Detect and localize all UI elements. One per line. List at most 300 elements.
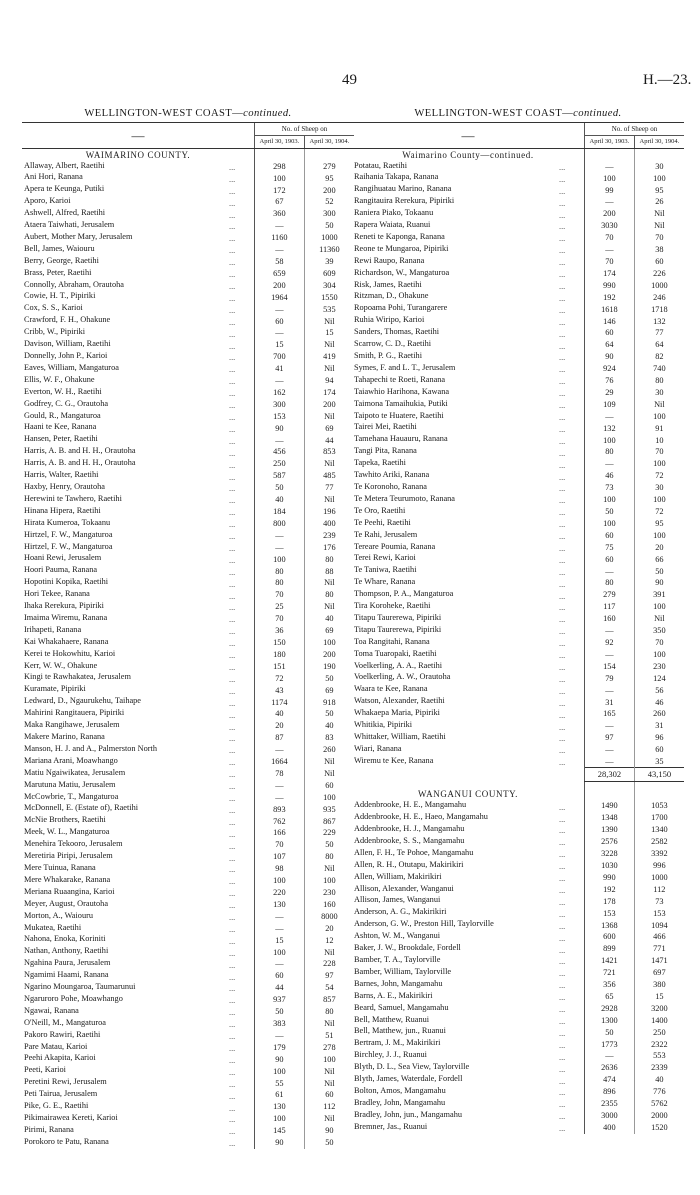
sheep-1904: 228	[304, 958, 354, 970]
owner-cell	[22, 577, 255, 589]
leader-dots: ...	[229, 972, 236, 982]
leader-dots: ...	[559, 353, 566, 363]
owner-name: Meriana Ruaangina, Karioi	[24, 886, 115, 896]
table-row	[352, 351, 684, 363]
sheep-1903: 990	[585, 872, 635, 884]
sheep-1904: Nil	[304, 363, 354, 375]
leader-dots: ...	[229, 246, 236, 256]
sheep-1903: 1964	[255, 291, 305, 303]
sheep-1904: 935	[304, 803, 354, 815]
sheep-1904: 100	[304, 792, 354, 804]
owner-cell	[22, 446, 255, 458]
sheep-1903: 153	[585, 907, 635, 919]
leader-dots: ...	[559, 651, 566, 661]
owner-cell	[352, 196, 585, 208]
table-row	[352, 1038, 684, 1050]
page-reference: H.—23.	[643, 72, 692, 88]
leader-dots: ...	[229, 270, 236, 280]
sheep-1903: 192	[585, 884, 635, 896]
owner-name: Scarrow, C. D., Raetihi	[354, 339, 432, 349]
sheep-1903: 3228	[585, 848, 635, 860]
owner-name: Ledward, D., Ngaurukehu, Taihape	[24, 696, 141, 706]
table-row	[352, 1086, 684, 1098]
owner-cell	[22, 1125, 255, 1137]
sheep-1904: 350	[634, 625, 684, 637]
owner-cell	[352, 1098, 585, 1110]
owner-name: McCowbrie, T., Mangaturoa	[24, 791, 119, 801]
sheep-1903: 100	[255, 1113, 305, 1125]
column-title-continued: continued.	[573, 108, 622, 119]
section-heading-row	[352, 148, 684, 161]
leader-dots: ...	[559, 341, 566, 351]
owner-cell	[352, 244, 585, 256]
sheep-1904: 1053	[634, 800, 684, 812]
section-heading-row	[22, 148, 354, 161]
owner-cell	[352, 800, 585, 812]
owner-cell	[22, 899, 255, 911]
table-row	[352, 542, 684, 554]
sheep-1903: —	[585, 244, 635, 256]
sheep-1904: 124	[634, 672, 684, 684]
owner-name: Te Koronoho, Ranana	[354, 481, 427, 491]
table-row	[352, 220, 684, 232]
sheep-1903: 132	[585, 422, 635, 434]
owner-cell	[22, 946, 255, 958]
owner-name: Peretini Rewi, Jerusalem	[24, 1077, 107, 1087]
sheep-1904: 112	[634, 884, 684, 896]
sheep-1904: 100	[634, 458, 684, 470]
owner-cell	[352, 812, 585, 824]
owner-name: Terei Rewi, Karioi	[354, 553, 416, 563]
sheep-1903: 1160	[255, 232, 305, 244]
owner-name: Herewini te Tawhero, Raetihi	[24, 493, 122, 503]
sheep-1904: 91	[634, 422, 684, 434]
leader-dots: ...	[229, 591, 236, 601]
sheep-1903: 153	[255, 411, 305, 423]
leader-dots: ...	[229, 960, 236, 970]
table-row	[352, 172, 684, 184]
table-header-row	[22, 123, 354, 136]
sheep-1904: 2582	[634, 836, 684, 848]
leader-dots: ...	[559, 909, 566, 919]
owner-cell	[352, 895, 585, 907]
sheep-1903: —	[255, 530, 305, 542]
sheep-1903: 356	[585, 979, 635, 991]
owner-cell	[22, 625, 255, 637]
owner-cell	[22, 256, 255, 268]
sheep-1903: 79	[585, 672, 635, 684]
table-row	[352, 943, 684, 955]
table-row	[22, 958, 354, 970]
leader-dots: ...	[229, 1127, 236, 1137]
leader-dots: ...	[229, 1055, 236, 1065]
left-column	[22, 106, 354, 1149]
table-row	[352, 256, 684, 268]
leader-dots: ...	[559, 826, 566, 836]
sheep-1904: 69	[304, 422, 354, 434]
owner-name: Hoori Pauma, Ranana	[24, 565, 98, 575]
sheep-1904: 1471	[634, 955, 684, 967]
owner-cell	[22, 172, 255, 184]
owner-name: Te Whare, Ranana	[354, 577, 416, 587]
leader-dots: ...	[559, 615, 566, 625]
sheep-1903: —	[255, 542, 305, 554]
owner-cell	[352, 991, 585, 1003]
owner-cell	[22, 399, 255, 411]
sheep-1904: 30	[634, 482, 684, 494]
section-spacer	[585, 788, 635, 800]
owner-name: Godfrey, C. G., Orautoha	[24, 398, 109, 408]
leader-dots: ...	[229, 841, 236, 851]
leader-dots: ...	[229, 936, 236, 946]
sheep-1903: 180	[255, 649, 305, 661]
owner-cell	[352, 577, 585, 589]
table-row	[352, 720, 684, 732]
table-row	[352, 708, 684, 720]
owner-cell	[22, 1042, 255, 1054]
owner-cell	[22, 232, 255, 244]
leader-dots: ...	[229, 579, 236, 589]
sheep-1904: 5762	[634, 1098, 684, 1110]
sheep-1903: —	[585, 565, 635, 577]
leader-dots: ...	[559, 472, 566, 482]
owner-name: O'Neill, M., Mangaturoa	[24, 1017, 106, 1027]
sheep-1904: 54	[304, 982, 354, 994]
sheep-1904: 15	[304, 327, 354, 339]
sheep-1903: 90	[255, 1053, 305, 1065]
owner-cell	[352, 482, 585, 494]
table-row	[352, 363, 684, 375]
owner-cell	[22, 327, 255, 339]
owner-cell	[352, 625, 585, 637]
owner-name: Tahapechi te Roeti, Ranana	[354, 374, 446, 384]
owner-name: Bremner, Jas., Ruanui	[354, 1121, 428, 1131]
sheep-1904: 10	[634, 434, 684, 446]
leader-dots: ...	[559, 710, 566, 720]
owner-cell	[22, 815, 255, 827]
owner-cell	[352, 1074, 585, 1086]
table-row	[22, 184, 354, 196]
owner-cell	[352, 303, 585, 315]
table-row	[352, 824, 684, 836]
sheep-1903: 178	[585, 895, 635, 907]
sheep-1903: 893	[255, 803, 305, 815]
sheep-1903: 41	[255, 363, 305, 375]
sheep-1903: 924	[585, 363, 635, 375]
leader-dots: ...	[229, 901, 236, 911]
owner-name: Hirtzel, F. W., Mangaturoa	[24, 529, 113, 539]
leader-dots: ...	[559, 897, 566, 907]
table-row	[352, 756, 684, 768]
owner-name: Kai Whakahaere, Ranana	[24, 636, 109, 646]
sheep-1904: 69	[304, 684, 354, 696]
leader-dots: ...	[229, 377, 236, 387]
leader-dots: ...	[559, 627, 566, 637]
sheep-1904: Nil	[304, 756, 354, 768]
total-row	[352, 768, 684, 782]
table-row	[352, 458, 684, 470]
owner-cell	[352, 351, 585, 363]
sheep-1903: —	[255, 303, 305, 315]
sheep-1903: 151	[255, 661, 305, 673]
right-column	[352, 106, 684, 1134]
sheep-1903: 80	[255, 577, 305, 589]
leader-dots: ...	[559, 555, 566, 565]
sheep-1904: 40	[634, 1074, 684, 1086]
owner-name: Tamehana Hauauru, Ranana	[354, 434, 448, 444]
sheep-1904: Nil	[304, 494, 354, 506]
owner-cell	[352, 208, 585, 220]
table-row	[22, 601, 354, 613]
leader-dots: ...	[559, 1052, 566, 1062]
owner-name: Raihania Takapa, Ranana	[354, 172, 439, 182]
table-row	[352, 919, 684, 931]
owner-name: Allen, R. H., Otutapu, Makirikiri	[354, 859, 464, 869]
owner-name: Rangitauira Rerekura, Pipiriki	[354, 196, 455, 206]
section-heading-row	[352, 788, 684, 800]
sheep-count-group-header: No. of Sheep on	[255, 123, 355, 136]
owner-name: Harris, A. B. and H. H., Orautoha	[24, 458, 136, 468]
sheep-1903: 60	[255, 970, 305, 982]
owner-name: Voelkerling, A. W., Orautoha	[354, 672, 451, 682]
owner-cell	[22, 803, 255, 815]
sheep-1904: 35	[634, 756, 684, 768]
table-row	[352, 1074, 684, 1086]
owner-name: Waara te Kee, Ranana	[354, 684, 428, 694]
sheep-1904: 100	[634, 172, 684, 184]
sheep-1903: 174	[585, 268, 635, 280]
leader-dots: ...	[559, 969, 566, 979]
owner-cell	[352, 446, 585, 458]
sheep-1904: 112	[304, 1101, 354, 1113]
sheep-1904: 260	[634, 708, 684, 720]
owner-cell	[352, 518, 585, 530]
sheep-1904: 776	[634, 1086, 684, 1098]
table-row	[22, 982, 354, 994]
leader-dots: ...	[559, 401, 566, 411]
table-row	[22, 887, 354, 899]
owner-cell	[352, 434, 585, 446]
owner-cell	[352, 744, 585, 756]
owner-cell	[22, 649, 255, 661]
owner-name: Taipoto te Huatere, Raetihi	[354, 410, 444, 420]
owner-cell	[22, 470, 255, 482]
owner-name: Bolton, Amos, Mangamahu	[354, 1085, 446, 1095]
table-row	[352, 422, 684, 434]
sheep-1904: 12	[304, 934, 354, 946]
table-row	[352, 613, 684, 625]
sheep-1904: 50	[304, 672, 354, 684]
owner-name: Tangi Pita, Ranana	[354, 446, 417, 456]
table-row	[352, 470, 684, 482]
sheep-1903: 160	[585, 613, 635, 625]
sheep-1904: 153	[634, 907, 684, 919]
leader-dots: ...	[559, 258, 566, 268]
sheep-1903: 456	[255, 446, 305, 458]
sheep-returns-table	[22, 122, 354, 1149]
owner-name: Whittaker, William, Raetihi	[354, 732, 446, 741]
leader-dots: ...	[559, 814, 566, 824]
sheep-1903: 100	[255, 553, 305, 565]
table-row	[352, 601, 684, 613]
owner-name: Meretiria Piripi, Jerusalem	[24, 851, 113, 861]
sheep-1903: —	[585, 744, 635, 756]
leader-dots: ...	[229, 234, 236, 244]
sheep-1904: 176	[304, 542, 354, 554]
owner-name: Anderson, G. W., Preston Hill, Taylorville	[354, 919, 494, 929]
leader-dots: ...	[559, 305, 566, 315]
owner-name: Allaway, Albert, Raetihi	[24, 160, 105, 170]
sheep-1903: 383	[255, 1018, 305, 1030]
sheep-1904: 80	[304, 553, 354, 565]
sheep-1903: 92	[585, 637, 635, 649]
sheep-1904: 11360	[304, 244, 354, 256]
owner-cell	[352, 458, 585, 470]
leader-dots: ...	[229, 829, 236, 839]
owner-name: Toma Tuaropaki, Raetihi	[354, 648, 437, 658]
owner-cell	[22, 1137, 255, 1149]
owner-cell	[352, 280, 585, 292]
table-row	[352, 291, 684, 303]
sheep-1903: 87	[255, 732, 305, 744]
leader-dots: ...	[559, 802, 566, 812]
sheep-1904: 50	[304, 839, 354, 851]
owner-cell	[352, 1003, 585, 1015]
owner-cell	[352, 1110, 585, 1122]
sheep-1904: 60	[304, 1089, 354, 1101]
owner-name: Peti Tairua, Jerusalem	[24, 1089, 98, 1099]
leader-dots: ...	[559, 520, 566, 530]
owner-cell	[22, 1101, 255, 1113]
sheep-1904: 485	[304, 470, 354, 482]
owner-name: Marutuna Matiu, Jerusalem	[24, 779, 116, 789]
sheep-1903: 98	[255, 863, 305, 875]
owner-name: Barns, A. E., Makirikiri	[354, 990, 433, 1000]
owner-name: Bradley, John, jun., Mangamahu	[354, 1109, 462, 1119]
owner-name: Whakaepa Maria, Pipiriki	[354, 708, 440, 718]
owner-cell	[22, 601, 255, 613]
leader-dots: ...	[559, 1124, 566, 1134]
sheep-1903: —	[255, 911, 305, 923]
owner-cell	[22, 268, 255, 280]
table-row	[22, 530, 354, 542]
table-row	[22, 863, 354, 875]
owner-name: Rangihuatau Marino, Ranana	[354, 184, 452, 194]
sheep-1903: 50	[255, 1006, 305, 1018]
owner-name: Tira Koroheke, Raetihi	[354, 601, 431, 611]
owner-name: Kerr, W. W., Ohakune	[24, 660, 98, 670]
sheep-1903: 70	[255, 589, 305, 601]
sheep-1904: 100	[634, 494, 684, 506]
owner-name: Eaves, William, Mangaturoa	[24, 362, 119, 372]
owner-cell	[352, 494, 585, 506]
owner-cell	[352, 1038, 585, 1050]
sheep-1903: —	[585, 684, 635, 696]
section-heading: WAIMARINO COUNTY.	[85, 149, 191, 160]
sheep-1903: 130	[255, 899, 305, 911]
owner-name: Te Metera Teurumoto, Ranana	[354, 493, 455, 503]
sheep-1903: 15	[255, 339, 305, 351]
owner-name: Bell, Matthew, jun., Ruanui	[354, 1026, 446, 1036]
owner-name: Voelkerling, A. A., Raetihi	[354, 660, 443, 670]
owner-name: Allison, James, Wanganui	[354, 895, 441, 905]
sheep-1904: 2322	[634, 1038, 684, 1050]
owner-cell	[352, 1026, 585, 1038]
column-title	[22, 106, 354, 122]
owner-cell	[22, 732, 255, 744]
owner-cell	[22, 161, 255, 173]
owner-cell	[22, 208, 255, 220]
leader-dots: ...	[229, 1091, 236, 1101]
sheep-1903: 1030	[585, 860, 635, 872]
leader-dots: ...	[229, 317, 236, 327]
table-row	[22, 839, 354, 851]
sheep-1903: 130	[255, 1101, 305, 1113]
sheep-1904: Nil	[304, 1065, 354, 1077]
leader-dots: ...	[229, 412, 236, 422]
owner-name: Manson, H. J. and A., Palmerston North	[24, 743, 157, 753]
sheep-1903: 109	[585, 399, 635, 411]
leader-dots: ...	[229, 282, 236, 292]
owner-name: Everton, W. H., Raetihi	[24, 386, 102, 396]
owner-cell	[352, 720, 585, 732]
sheep-1903: 474	[585, 1074, 635, 1086]
table-row	[352, 991, 684, 1003]
table-row	[22, 1006, 354, 1018]
table-row	[22, 506, 354, 518]
sheep-1903: —	[585, 720, 635, 732]
sheep-1904: 90	[304, 1125, 354, 1137]
leader-dots: ...	[229, 389, 236, 399]
table-row	[352, 375, 684, 387]
owner-cell	[352, 470, 585, 482]
owner-name: Hirtzel, F. W., Mangaturoa	[24, 541, 113, 551]
leader-dots: ...	[559, 496, 566, 506]
table-row	[22, 315, 354, 327]
leader-dots: ...	[559, 389, 566, 399]
table-row	[22, 720, 354, 732]
sheep-1903: 1368	[585, 919, 635, 931]
table-row	[352, 836, 684, 848]
year-1903-header: April 30, 1903.	[255, 136, 305, 149]
sheep-1903: —	[255, 220, 305, 232]
sheep-1904: 857	[304, 994, 354, 1006]
table-row	[22, 494, 354, 506]
owner-name: Menehira Tekooro, Jerusalem	[24, 839, 123, 849]
owner-name: Matiu Ngaiwikatea, Jerusalem	[24, 767, 126, 777]
table-row	[22, 1030, 354, 1042]
owner-cell	[22, 1053, 255, 1065]
table-row	[22, 1113, 354, 1125]
owner-name: Te Oro, Raetihi	[354, 505, 406, 515]
leader-dots: ...	[559, 282, 566, 292]
owner-name: Mere Whakarake, Ranana	[24, 874, 111, 884]
table-row	[352, 303, 684, 315]
owner-cell	[22, 482, 255, 494]
table-row	[22, 1018, 354, 1030]
sheep-1903: 587	[255, 470, 305, 482]
owner-cell	[22, 291, 255, 303]
leader-dots: ...	[559, 412, 566, 422]
sheep-1903: 90	[255, 422, 305, 434]
sheep-1903: 100	[585, 434, 635, 446]
leader-dots: ...	[559, 734, 566, 744]
table-row	[22, 161, 354, 173]
sheep-1904: 94	[304, 375, 354, 387]
table-row	[22, 196, 354, 208]
section-heading: WANGANUI COUNTY.	[418, 789, 518, 800]
sheep-1903: —	[585, 1050, 635, 1062]
